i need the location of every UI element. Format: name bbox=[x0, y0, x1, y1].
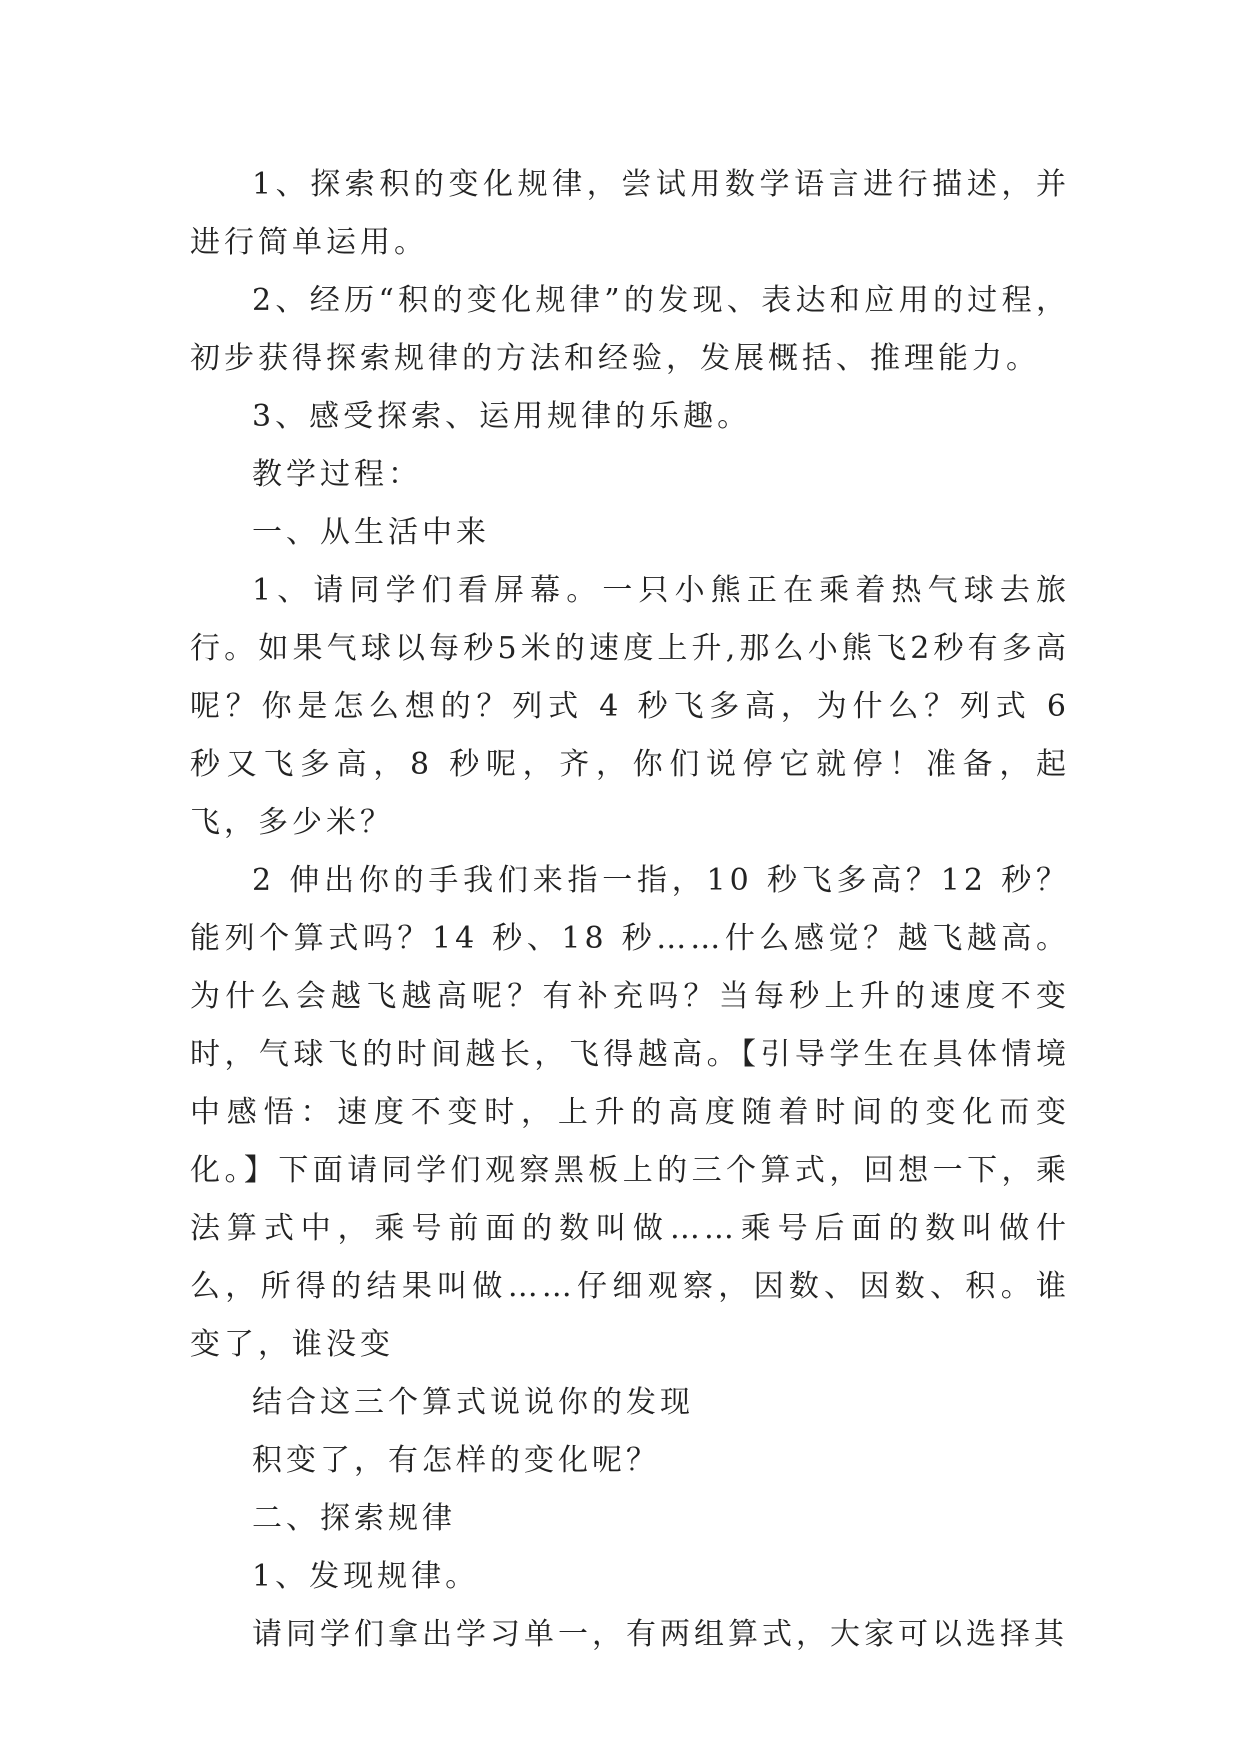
document-body bbox=[190, 156, 1070, 1664]
discover-rule-paragraph: 1、发现规律。 bbox=[252, 1559, 480, 1594]
objective-1-paragraph: 1、探索积的变化规律，尝试用数学语言进行描述，并进行简单运用。 bbox=[190, 167, 1070, 260]
section-2-heading: 二、探索规律 bbox=[252, 1501, 456, 1536]
pointing-discussion-paragraph: 2 伸出你的手我们来指一指，10 秒飞多高？12 秒？能列个算式吗？14 秒、18 秒……什么感觉？越飞越高。为什么会越飞越高呢？有补充吗？当每秒上升的速度不变时，气球飞的时间越长，飞得越高。【引导学生在具体情境中感悟：速度不变时，上升的高度随着时间的变化而变化。】下面请同学们观察黑板上的三个算式，回想一下，乘法算式中，乘号前面的数叫做……乘号后面的数叫做什么，所得的结果叫做……仔细观察，因数、因数、积。谁变了，谁没变 bbox=[190, 863, 1070, 1362]
section-1-heading: 一、从生活中来 bbox=[252, 515, 490, 550]
teaching-process-heading: 教学过程： bbox=[252, 457, 422, 492]
objective-3-paragraph: 3、感受探索、运用规律的乐趣。 bbox=[252, 399, 752, 434]
objective-2-paragraph: 2、经历“积的变化规律”的发现、表达和应用的过程，初步获得探索规律的方法和经验，发展概括、推理能力。 bbox=[190, 283, 1070, 376]
product-change-paragraph: 积变了，有怎样的变化呢？ bbox=[252, 1443, 660, 1478]
balloon-question-paragraph: 1、请同学们看屏幕。一只小熊正在乘着热气球去旅行。如果气球以每秒5米的速度上升,那么小熊飞2秒有多高呢？你是怎么想的？列式 4 秒飞多高，为什么？列式 6 秒又飞多高，8 秒呢，齐，你们说停它就停！准备，起飞，多少米？ bbox=[190, 573, 1070, 840]
combine-formulas-paragraph: 结合这三个算式说说你的发现 bbox=[252, 1385, 694, 1420]
worksheet-paragraph: 请同学们拿出学习单一，有两组算式，大家可以选择其 bbox=[252, 1617, 1068, 1652]
